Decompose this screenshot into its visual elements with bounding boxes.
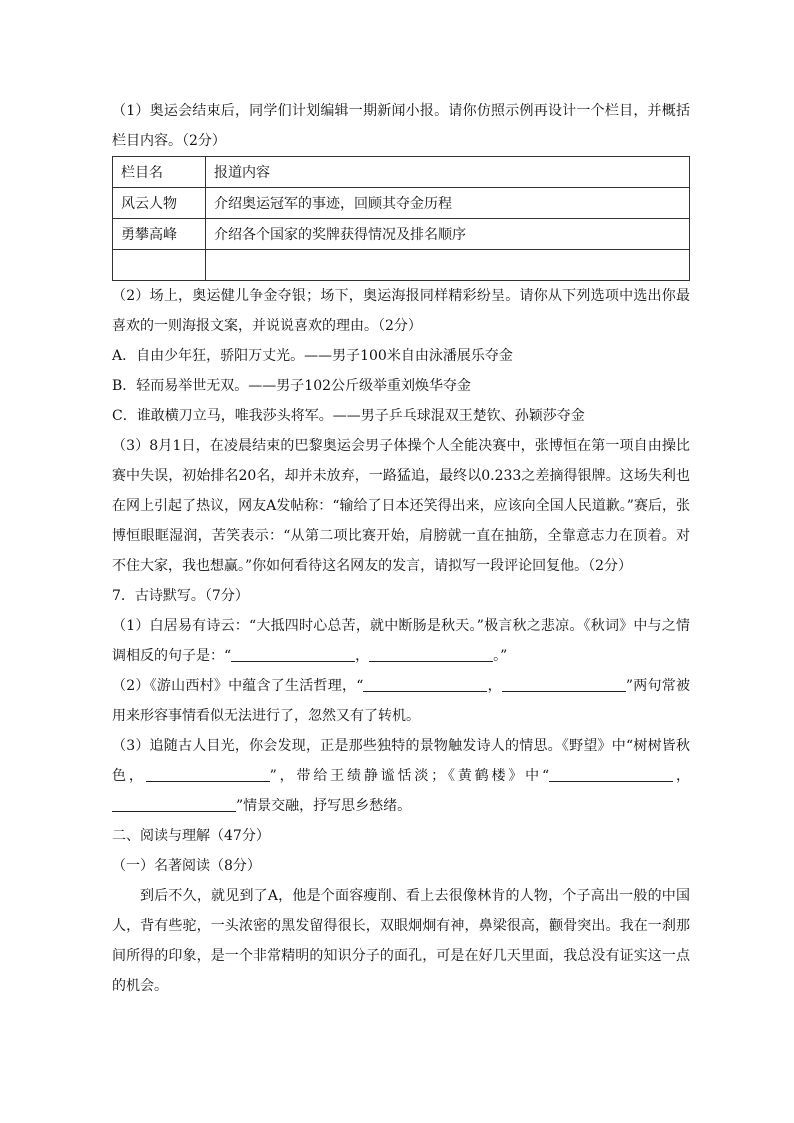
q7-sub3: [112, 731, 690, 821]
q7-s2-text-b: ，: [487, 678, 502, 694]
option-c: C．谁敢横刀立马，唯我莎头将军。——男子乒乓球混双王楚钦、孙颖莎夺金: [112, 408, 585, 424]
q7-s3-text-d: ”情景交融，抒写思乡愁绪。: [236, 798, 412, 814]
q7-s1-text-c: 。”: [493, 648, 508, 664]
reading-passage: 到后不久，就见到了A，他是个面容瘦削、看上去很像林肯的人物，个子高出一般的中国人，背有些驼，一头浓密的黑发留得很长，双眼炯炯有神，鼻梁很高，颧骨突出。我在一刹那间所得的印象，是一个非常精明的知识分子的面孔，可是在好几天里面，我总没有证实这一点的机会。: [112, 888, 690, 994]
answer-blank[interactable]: [369, 645, 493, 662]
q6-sub2: （2）场上，奥运健儿争金夺银；场下，奥运海报同样精彩纷呈。请你从下列选项中选出你最喜欢的一则海报文案，并说说喜欢的理由。（2分）: [112, 288, 690, 334]
exam-page: [112, 96, 690, 1001]
q7-s3-text-c: ，: [673, 768, 691, 784]
q7-s3-text-a: （3）追随古人目光，你会发现，正是那些独特的景物触发诗人的情思。《野望》中“树树皆秋色，: [112, 738, 690, 784]
answer-blank[interactable]: [363, 675, 487, 692]
table-cell: 勇攀高峰: [113, 219, 206, 250]
q7-s2-text-a: （2）《游山西村》中蕴含了生活哲理，“: [112, 678, 364, 694]
q6-sub3: （3）8月1日，在凌晨结束的巴黎奥运会男子体操个人全能决赛中，张博恒在第一项自由操比赛中失误，初始排名20名，却并未放弃，一路猛追，最终以0.233之差摘得银牌。这场失利也在网上引起了热议，网友A发帖称：“输给了日本还笑得出来，应该向全国人民道歉。”赛后，张博恒眼眶湿润，苦笑表示：“从第二项比赛开始，肩膀就一直在抽筋，全靠意志力在顶着。对不住大家，我也想赢。”你如何看待这名网友的发言，请拟写一段评论回复他。（2分）: [112, 438, 690, 574]
answer-blank[interactable]: [112, 795, 236, 812]
table-cell: 介绍奥运冠军的事迹，回顾其夺金历程: [206, 188, 690, 219]
table-row-blank: [113, 250, 690, 281]
subsection-title: （一）名著阅读（8分）: [112, 858, 261, 874]
table-cell: 风云人物: [113, 188, 206, 219]
q7-s1-text-b: ，: [355, 648, 370, 664]
table-cell: 介绍各个国家的奖牌获得情况及排名顺序: [206, 219, 690, 250]
answer-blank[interactable]: [146, 765, 270, 782]
table-header-cell: 栏目名: [113, 157, 206, 188]
answer-blank[interactable]: [549, 765, 673, 782]
option-a: A．自由少年狂，骄阳万丈光。——男子100米自由泳潘展乐夺金: [112, 348, 513, 364]
table-row: [113, 219, 690, 250]
section-title: 二、阅读与理解（47分）: [112, 828, 270, 844]
q7-s1-text-a: （1）白居易有诗云：“大抵四时心总苦，就中断肠是秋天。”极言秋之悲凉。《秋词》中与之情调相反的句子是：“: [112, 618, 690, 664]
q7-sub2: [112, 671, 690, 731]
table-cell-blank[interactable]: [206, 250, 690, 281]
q7-s3-text-b: ”，带给王绩静谧恬淡；《黄鹤楼》中“: [269, 768, 550, 784]
table-header-cell: 报道内容: [206, 157, 690, 188]
answer-blank[interactable]: [231, 645, 355, 662]
q7-s2-text-c: ”两句常被用来形容事情看似无法进行了，忽然又有了转机。: [112, 678, 690, 724]
q6-sub1: （1）奥运会结束后，同学们计划编辑一期新闻小报。请你仿照示例再设计一个栏目，并概括栏目内容。（2分）: [112, 103, 690, 149]
answer-blank[interactable]: [502, 675, 626, 692]
table-cell-blank[interactable]: [113, 250, 206, 281]
table-row: [113, 188, 690, 219]
column-table: [112, 156, 690, 281]
option-b: B．轻而易举世无双。——男子102公斤级举重刘焕华夺金: [112, 378, 472, 394]
q7-sub1: [112, 611, 690, 671]
q7-title: 7．古诗默写。（7分）: [112, 588, 249, 604]
table-header-row: [113, 157, 690, 188]
